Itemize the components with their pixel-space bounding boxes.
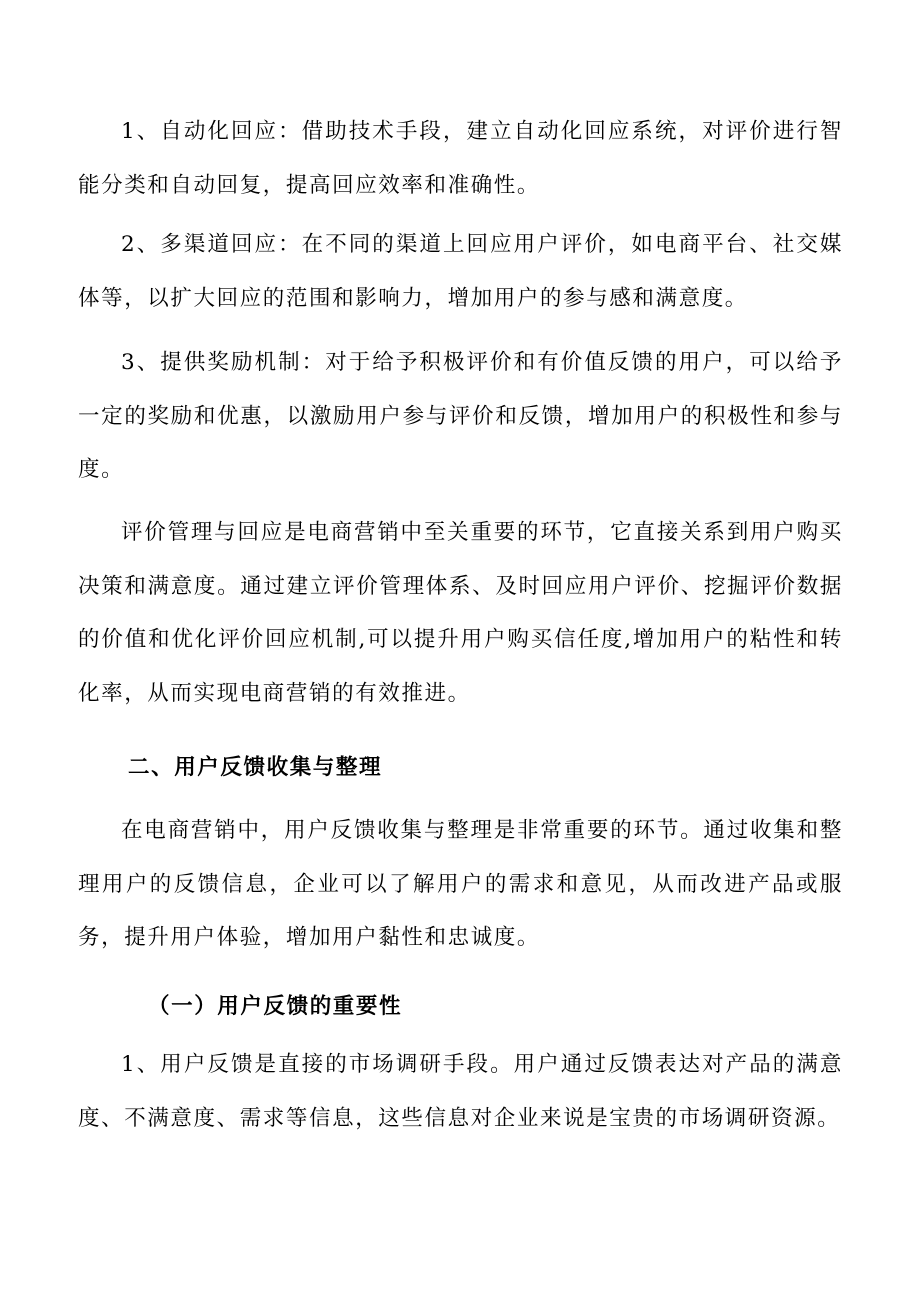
subsection-heading: （一）用户反馈的重要性 (148, 994, 403, 1019)
paragraph-multichannel-response: 2、多渠道回应：在不同的渠道上回应用户评价，如电商平台、社交媒体等，以扩大回应的范围和影响力，增加用户的参与感和满意度。 (78, 232, 843, 311)
paragraph-reward-mechanism: 3、提供奖励机制：对于给予积极评价和有价值反馈的用户，可以给予一定的奖励和优惠，以激励用户参与评价和反馈，增加用户的积极性和参与度。 (78, 350, 843, 482)
section-heading: 二、用户反馈收集与整理 (128, 755, 383, 780)
paragraph-section-intro: 在电商营销中，用户反馈收集与整理是非常重要的环节。通过收集和整理用户的反馈信息，企业可以了解用户的需求和意见，从而改进产品或服务，提升用户体验，增加用户黏性和忠诚度。 (78, 818, 843, 950)
paragraph-review-management-summary: 评价管理与回应是电商营销中至关重要的环节，它直接关系到用户购买决策和满意度。通过建立评价管理体系、及时回应用户评价、挖掘评价数据的价值和优化评价回应机制,可以提升用户购买信任度,增加用户的粘性和转化率，从而实现电商营销的有效推进。 (78, 520, 843, 706)
paragraph-feedback-importance: 1、用户反馈是直接的市场调研手段。用户通过反馈表达对产品的满意度、不满意度、需求等信息，这些信息对企业来说是宝贵的市场调研资源。 (78, 1052, 843, 1131)
paragraph-automated-response: 1、自动化回应：借助技术手段，建立自动化回应系统，对评价进行智能分类和自动回复，提高回应效率和准确性。 (78, 119, 843, 198)
